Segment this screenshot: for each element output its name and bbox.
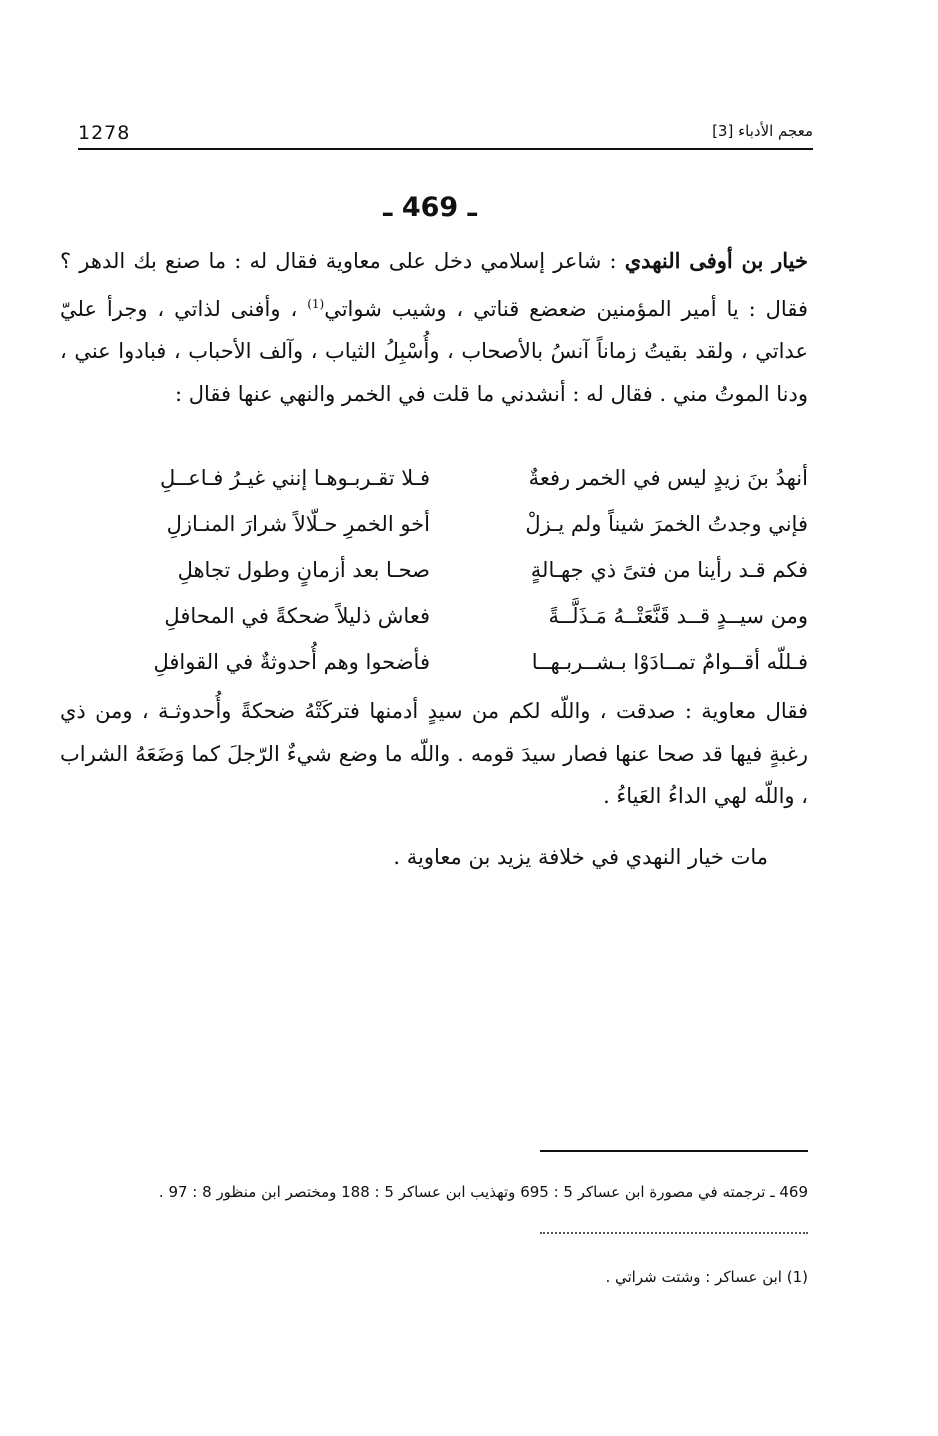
verse <box>90 593 808 639</box>
verse <box>90 639 808 685</box>
verse-first-hemistich: أنهدُ بنَ زيدٍ ليس في الخمر رفعةٌ <box>528 466 808 490</box>
footnote-1: (1) ابن عساكر : وشتت شراتي . <box>605 1268 808 1286</box>
verse-second-hemistich: صحـا بعد أزمانٍ وطول تجاهلِ <box>177 558 430 582</box>
verse-first-hemistich: فكم قـد رأينا من فتىً ذي جهـالةٍ <box>530 558 808 582</box>
verse-first-hemistich: ومن سيــدٍ قــد قَنَّعَتْــهُ مَـذَلَّــةً <box>548 604 808 628</box>
closing-line: مات خيار النهدي في خلافة يزيد بن معاوية . <box>393 845 768 869</box>
verse-second-hemistich: أخو الخمرِ حـلّالاً شرارَ المنـازلِ <box>166 512 430 536</box>
verse-second-hemistich: فعاش ذليلاً ضحكةً في المحافلِ <box>164 604 430 628</box>
muawiya-reply-paragraph: فقال معاوية : صدقت ، واللّه لكم من سيدٍ أدمنها فتركَتْهُ ضحكةً وأُحدوثـة ، ومن ذي رغبةٍ فيها قد صحا عنها فصار سيدَ قومه . واللّه ما وضع شيءٌ الرّجلَ كما وَضَعَهُ الشراب ، واللّه لهي الداءُ العَياءُ . <box>60 699 808 808</box>
footnote-sources: 469 ـ ترجمته في مصورة ابن عساكر 5 : 695 وتهذيب ابن عساكر 5 : 188 ومختصر ابن منظور 8 : 97 . <box>158 1183 808 1201</box>
verse <box>90 547 808 593</box>
verse-second-hemistich: فـلا تقـربـوهـا إنني غيـرُ فـاعــلِ <box>159 466 430 490</box>
paragraph-text: : شاعر إسلامي دخل على معاوية فقال له : ما صنع بك الدهر ؟ فقال : يا أمير المؤمنين ضعضع قناتي ، وشيب شواتي <box>60 249 808 321</box>
page-header <box>78 118 813 150</box>
paragraph-text-continued: ، وأفنى لذاتي ، وجرأ عليّ عداتي ، ولقد بقيتُ زماناً آنسُ بالأصحاب ، وأُسْبِلُ الثياب ، وآلف الأحباب ، فبادوا عني ، ودنا الموتُ مني . فقال له : أنشدني ما قلت في الخمر والنهي عنها فقال : <box>60 296 808 406</box>
verse-second-hemistich: فأضحوا وهم أُحدوثةٌ في القوافلِ <box>153 650 430 674</box>
verse <box>90 501 808 547</box>
footnote-dotted-divider <box>540 1232 808 1234</box>
page-number: 1278 <box>78 122 131 144</box>
entry-number: ـ 469 ـ <box>383 192 477 223</box>
entry-paragraph <box>60 240 808 415</box>
footnote-ref: (1) <box>307 296 325 311</box>
poem <box>90 455 808 685</box>
running-title: معجم الأدباء [3] <box>712 122 813 140</box>
footnote-divider <box>540 1150 808 1152</box>
verse <box>90 455 808 501</box>
entry-name: خيار بن أوفى النهدي <box>624 248 808 273</box>
verse-first-hemistich: فإني وجدتُ الخمرَ شيناً ولم يـزلْ <box>525 512 808 536</box>
verse-first-hemistich: فـللّه أقــوامٌ تمــادَوْا بـشــربـهــا <box>531 650 808 674</box>
